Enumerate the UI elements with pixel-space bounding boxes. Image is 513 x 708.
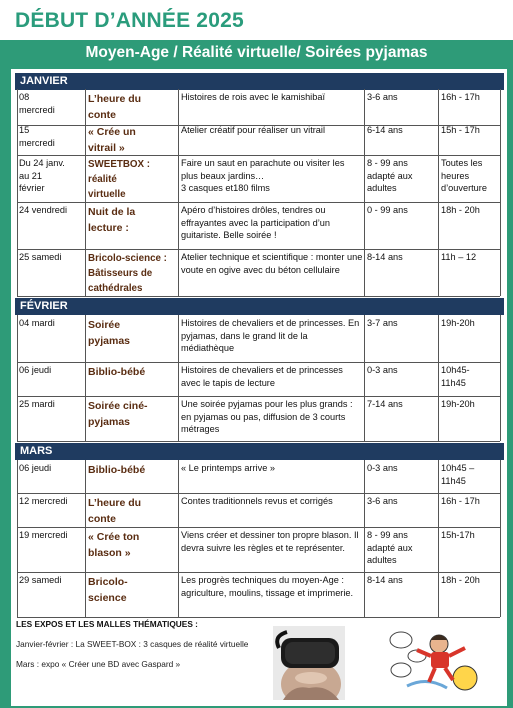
header <box>0 0 513 40</box>
table-gridline <box>17 296 500 297</box>
table-gridline <box>364 362 365 396</box>
table-gridline <box>17 362 18 396</box>
table-gridline <box>17 441 500 442</box>
table-gridline <box>438 249 439 296</box>
table-gridline <box>364 202 365 249</box>
event-description: Les progrès techniques du moyen-Age : agriculture, moulins, tissage et imprimerie. <box>181 575 354 598</box>
event-title: Biblio-bébé <box>88 464 146 476</box>
event-row <box>17 249 500 296</box>
table-gridline <box>85 202 86 249</box>
table-gridline <box>85 249 86 296</box>
event-date: 06 jeudi <box>19 365 52 375</box>
event-age: 7-14 ans <box>367 399 403 409</box>
table-gridline <box>178 527 179 572</box>
table-gridline <box>364 122 365 155</box>
event-title: « Crée ton blason » <box>88 531 140 559</box>
event-description: Histoires de chevaliers et de princesses. En pyjamas, dans le grand lit de la médiathèque <box>181 318 360 353</box>
event-date: 25 samedi <box>19 252 62 262</box>
event-title: Bricolo- science <box>88 576 128 604</box>
event-row <box>17 122 500 155</box>
event-hours: 11h – 12 <box>441 252 477 262</box>
month-header-0: JANVIER <box>15 73 504 90</box>
program-card <box>11 69 507 706</box>
event-hours: 19h-20h <box>441 399 475 409</box>
table-gridline <box>438 122 439 155</box>
table-gridline <box>364 572 365 617</box>
table-gridline <box>364 493 365 527</box>
table-gridline <box>438 202 439 249</box>
table-gridline <box>364 460 365 493</box>
table-gridline <box>438 396 439 441</box>
table-gridline <box>85 155 86 202</box>
event-description: Contes traditionnels revus et corrigés <box>181 496 333 506</box>
event-title: L’heure du conte <box>88 497 142 525</box>
event-row <box>17 460 500 493</box>
expo-line-2: Mars : expo « Créer une BD avec Gaspard » <box>16 659 181 669</box>
event-date: 25 mardi <box>19 399 55 409</box>
table-gridline <box>438 460 439 493</box>
table-gridline <box>85 89 86 125</box>
table-gridline <box>178 460 179 493</box>
table-gridline <box>17 202 18 249</box>
table-gridline <box>178 202 179 249</box>
table-gridline <box>17 249 18 296</box>
table-gridline <box>364 396 365 441</box>
event-age: 3-6 ans <box>367 496 398 506</box>
event-row <box>17 572 500 617</box>
event-hours: 16h - 17h <box>441 496 480 506</box>
vr-headset-photo <box>273 626 345 700</box>
table-gridline <box>85 315 86 362</box>
table-gridline <box>438 527 439 572</box>
table-gridline <box>85 572 86 617</box>
table-gridline <box>178 396 179 441</box>
event-date: 19 mercredi <box>19 530 68 540</box>
table-gridline <box>178 572 179 617</box>
table-gridline <box>438 315 439 362</box>
table-gridline <box>438 155 439 202</box>
event-hours: 16h - 17h <box>441 92 480 102</box>
event-title: « Crée un vitrail » <box>88 126 136 154</box>
table-gridline <box>17 493 18 527</box>
event-description: Viens créer et dessiner ton propre blason. Il devra suivre les règles et te représenter. <box>181 530 359 553</box>
event-age: 8 - 99 ans adapté aux adultes <box>367 530 413 565</box>
table-gridline <box>438 493 439 527</box>
event-description: Faire un saut en parachute ou visiter les plus beaux jardins… 3 casques et180 films <box>181 158 345 193</box>
event-hours: 15h-17h <box>441 530 475 540</box>
event-description: Atelier créatif pour réaliser un vitrail <box>181 125 325 135</box>
table-gridline <box>17 155 18 202</box>
event-hours: 10h45- 11h45 <box>441 365 470 388</box>
event-row <box>17 362 500 396</box>
table-gridline <box>178 89 179 125</box>
event-date: 29 samedi <box>19 575 62 585</box>
table-gridline <box>438 89 439 125</box>
table-gridline <box>364 155 365 202</box>
table-gridline <box>178 249 179 296</box>
table-gridline <box>85 527 86 572</box>
event-date: 12 mercredi <box>19 496 68 506</box>
table-gridline <box>364 315 365 362</box>
event-age: 6-14 ans <box>367 125 403 135</box>
event-age: 3-7 ans <box>367 318 398 328</box>
event-age: 0-3 ans <box>367 463 398 473</box>
event-title: SWEETBOX : réalité virtuelle <box>88 159 151 200</box>
event-row <box>17 89 500 125</box>
event-row <box>17 155 500 202</box>
event-description: Atelier technique et scientifique : monter une voute en ogive avec du béton cellulaire <box>181 252 363 275</box>
event-hours: 18h - 20h <box>441 575 480 585</box>
event-age: 8 - 99 ans adapté aux adultes <box>367 158 413 193</box>
table-gridline <box>178 315 179 362</box>
event-description: « Le printemps arrive » <box>181 463 275 473</box>
comic-character-illustration <box>387 626 485 693</box>
table-gridline <box>17 460 18 493</box>
table-gridline <box>85 396 86 441</box>
event-title: Biblio-bébé <box>88 366 146 378</box>
expo-line-1: Janvier-février : La SWEET-BOX : 3 casques de réalité virtuelle <box>16 639 249 649</box>
table-gridline <box>178 493 179 527</box>
table-gridline <box>85 460 86 493</box>
table-gridline <box>178 155 179 202</box>
table-gridline <box>364 89 365 125</box>
event-age: 8-14 ans <box>367 575 403 585</box>
event-age: 0 - 99 ans <box>367 205 408 215</box>
month-header-2: MARS <box>15 443 504 460</box>
table-gridline <box>17 315 18 362</box>
event-title: Nuit de la lecture : <box>88 206 136 234</box>
event-title: Soirée pyjamas <box>88 319 131 347</box>
event-row <box>17 315 500 362</box>
event-age: 8-14 ans <box>367 252 403 262</box>
event-row <box>17 202 500 249</box>
table-gridline <box>364 249 365 296</box>
event-description: Une soirée pyjamas pour les plus grands : en pyjamas ou pas, diffusion de 3 courts métrages <box>181 399 353 434</box>
event-title: Soirée ciné- pyjamas <box>88 400 148 428</box>
table-gridline <box>85 493 86 527</box>
table-gridline <box>85 362 86 396</box>
page-subtitle: Moyen-Age / Réalité virtuelle/ Soirées pyjamas <box>85 44 428 61</box>
event-title: L’heure du conte <box>88 93 142 121</box>
event-hours: 10h45 – 11h45 <box>441 463 475 486</box>
event-row <box>17 396 500 441</box>
event-date: Du 24 janv. au 21 février <box>19 158 65 193</box>
event-date: 06 jeudi <box>19 463 52 473</box>
table-gridline <box>438 572 439 617</box>
table-gridline <box>17 572 18 617</box>
table-gridline <box>364 527 365 572</box>
event-description: Apéro d’histoires drôles, tendres ou effrayantes avec la participation d’un guitariste. Belle soirée ! <box>181 205 330 240</box>
table-gridline <box>17 122 18 155</box>
event-date: 04 mardi <box>19 318 55 328</box>
table-gridline <box>17 617 500 618</box>
expos-title: LES EXPOS ET LES MALLES THÉMATIQUES : <box>16 619 198 629</box>
event-row <box>17 493 500 527</box>
event-age: 3-6 ans <box>367 92 398 102</box>
table-gridline <box>17 89 18 125</box>
event-hours: 15h - 17h <box>441 125 480 135</box>
month-header-1: FÉVRIER <box>15 298 504 315</box>
event-description: Histoires de chevaliers et de princesses avec le tapis de lecture <box>181 365 343 388</box>
page-title: DÉBUT D’ANNÉE 2025 <box>15 9 244 32</box>
event-hours: 18h - 20h <box>441 205 480 215</box>
table-gridline <box>17 396 18 441</box>
table-gridline <box>85 122 86 155</box>
event-age: 0-3 ans <box>367 365 398 375</box>
event-row <box>17 527 500 572</box>
event-date: 15 mercredi <box>19 125 55 148</box>
event-date: 24 vendredi <box>19 205 68 215</box>
event-hours: Toutes les heures d’ouverture <box>441 158 487 193</box>
event-title: Bricolo-science : Bâtisseurs de cathédrales <box>88 253 167 294</box>
event-date: 08 mercredi <box>19 92 55 115</box>
table-gridline <box>17 527 18 572</box>
table-gridline <box>438 362 439 396</box>
table-gridline <box>178 122 179 155</box>
event-description: Histoires de rois avec le kamishibaï <box>181 92 325 102</box>
table-gridline <box>178 362 179 396</box>
event-hours: 19h-20h <box>441 318 475 328</box>
